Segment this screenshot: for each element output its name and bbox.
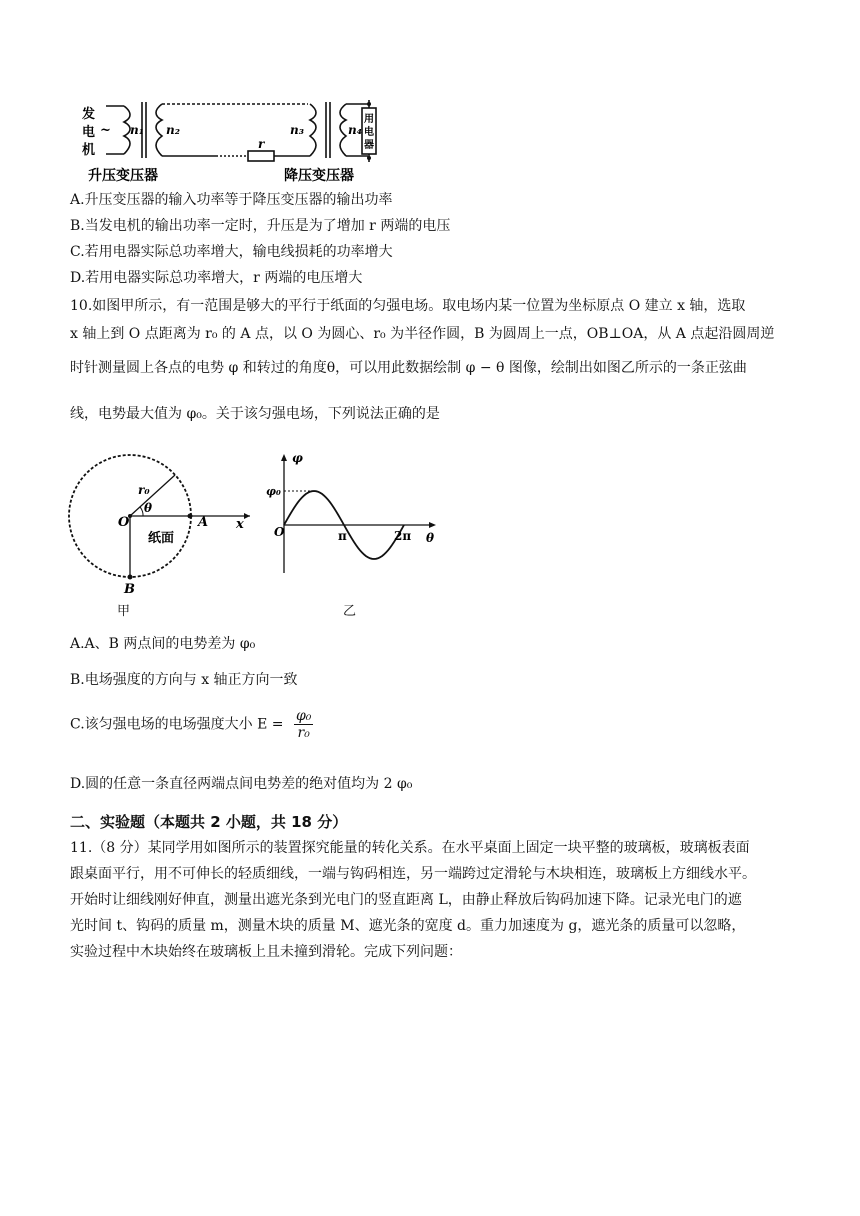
q11-stem-line-1: 11.（8 分）某同学用如图所示的装置探究能量的转化关系。在水平桌面上固定一块平整的玻璃板，玻璃板表面 [70,840,750,856]
two-pi-tick-label: 2π [394,529,412,543]
r0-label: r₀ [138,483,150,497]
point-b-label: B [124,582,135,596]
q11-stem-line-2: 跟桌面平行，用不可伸长的轻质细线，一端与钩码相连，另一端跨过定滑轮与木块相连，玻璃板上方细线水平。 [70,866,756,882]
phi-axis-label: φ [292,451,303,465]
point-a-label: A [198,515,209,530]
q9-option-a: A.升压变压器的输入功率等于降压变压器的输出功率 [70,192,393,208]
paper-label: 纸面 [148,531,175,546]
q10-stem-line-4: 线，电势最大值为 φ₀。关于该匀强电场，下列说法正确的是 [70,406,440,422]
pi-tick-label: π [338,529,347,543]
resistor-r-label: r [258,137,265,151]
fraction-numerator: φ₀ [295,708,312,724]
step-down-label: 降压变压器 [284,168,354,184]
section-2-title: 二、实验题（本题共 2 小题，共 18 分） [70,813,348,831]
origin-o-label: O [118,515,130,530]
transformer-diagram [78,92,390,188]
q10-option-d: D.圆的任意一条直径两端点间电势差的绝对值均为 2 φ₀ [70,776,413,792]
q10-stem-line-3: 时针测量圆上各点的电势 φ 和转过的角度θ，可以用此数据绘制 φ − θ 图像，绘制出如图乙所示的一条正弦曲 [70,360,747,376]
theta-axis-label: θ [426,531,435,545]
q10-stem-line-1: 10.如图甲所示，有一范围是够大的平行于纸面的匀强电场。取电场内某一位置为坐标原点 O 建立 x 轴，选取 [70,298,746,314]
q9-option-b: B.当发电机的输出功率一定时，升压是为了增加 r 两端的电压 [70,218,451,234]
generator-label-3: 机 [82,143,96,158]
caption-yi: 乙 [343,604,357,619]
field-strength-fraction [294,708,313,741]
figure-yi-sine-graph [262,448,448,578]
phi0-tick-label: φ₀ [266,485,281,498]
theta-label: θ [144,501,153,515]
q10-option-b: B.电场强度的方向与 x 轴正方向一致 [70,672,298,688]
step-up-label: 升压变压器 [88,168,158,184]
n1-label: n₁ [130,123,144,137]
caption-jia: 甲 [117,604,131,619]
x-axis-label: x [236,517,244,532]
q10-stem-line-2: x 轴上到 O 点距离为 r₀ 的 A 点，以 O 为圆心、r₀ 为半径作圆，B 为圆周上一点，OB⊥OA，从 A 点起沿圆周逆 [70,326,775,342]
q11-stem-line-5: 实验过程中木块始终在玻璃板上且未撞到滑轮。完成下列问题： [70,944,462,960]
q10-option-c [70,708,313,741]
n3-label: n₃ [290,123,304,137]
load-label-1: 用 [364,114,374,125]
q11-stem-line-4: 光时间 t、钩码的质量 m，测量木块的质量 M、遮光条的宽度 d。重力加速度为 g，遮光条的质量可以忽略， [70,918,746,934]
q9-option-d: D.若用电器实际总功率增大，r 两端的电压增大 [70,270,363,286]
fraction-denominator: r₀ [297,725,310,741]
figure-jia-circle [64,436,254,596]
q11-stem-line-3: 开始时让细线刚好伸直，测量出遮光条到光电门的竖直距离 L，由静止释放后钩码加速下降。记录光电门的遮 [70,892,742,908]
q10-option-c-text: C.该匀强电场的电场强度大小 E = [70,716,284,733]
load-label-2: 电 [364,127,374,138]
n4-label: n₄ [348,123,362,137]
tilde-label: ~ [100,123,111,138]
q10-option-a: A.A、B 两点间的电势差为 φ₀ [70,636,256,652]
origin-o-label-yi: O [274,525,285,539]
generator-label-1: 发 [82,107,96,122]
generator-label-2: 电 [82,125,96,140]
q9-option-c: C.若用电器实际总功率增大，输电线损耗的功率增大 [70,244,393,260]
load-label-3: 器 [364,140,374,151]
n2-label: n₂ [166,123,180,137]
